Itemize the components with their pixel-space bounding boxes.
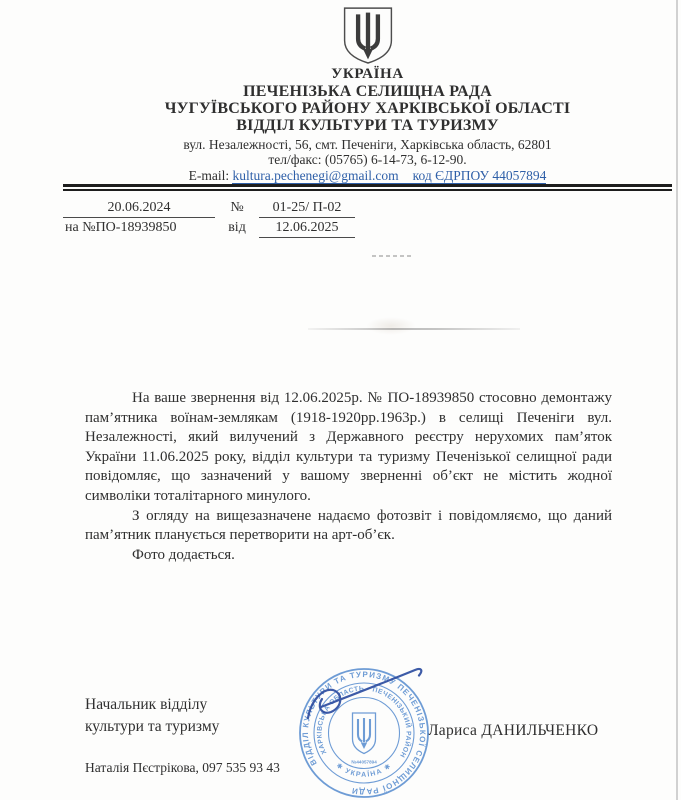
stamp-inner-text: ХАРКІВСЬКА ОБЛАСТЬ • ПЕЧЕНІЗЬКИЙ РАЙОН — [316, 685, 412, 759]
outgoing-number: 01-25/ П-02 — [259, 199, 355, 218]
email-line — [63, 168, 672, 184]
signature-stroke — [285, 650, 445, 740]
date-label: від — [228, 220, 246, 235]
district-name: ЧУГУЇВСЬКОГО РАЙОНУ ХАРКІВСЬКОЇ ОБЛАСТІ — [164, 100, 571, 117]
correction-smudge — [366, 317, 416, 335]
ukraine-trident-emblem — [341, 6, 395, 66]
phone-line: тел/факс: (05765) 6-14-73, 6-12-90. — [268, 152, 467, 167]
signer-name: Лариса ДАНИЛЬЧЕНКО — [428, 722, 599, 739]
body-paragraph-1: На ваше звернення від 12.06.2025р. № ПО-18939850 стосовно демонтажу пам’ятника воїнам-землякам (1918-1920рр.1963р.) в селищі Печеніги вул. Незалежності, який вилучений з Державного реєстру нерухомих пам’яток України 11.06.2025 року, відділ культури та туризму Печенізької селищної ради повідомляє, що зазначений у вашому зверненні об’єкт не містить жодної символіки тоталітарного минулого. — [85, 390, 612, 504]
email-link[interactable]: kultura.pechenegi@gmail.com — [232, 168, 399, 183]
address-line: вул. Незалежності, 56, смт. Печеніги, Харківська область, 62801 — [183, 137, 552, 152]
stamp-country-text: ✱ УКРАЇНА ✱ — [334, 762, 394, 779]
letter-date: 12.06.2025 — [259, 218, 355, 238]
signer-position-line1: Начальник відділу — [85, 696, 208, 713]
signer-position-line2: культури та туризму — [85, 718, 220, 735]
incoming-reference: на №ПО-18939850 — [65, 220, 177, 235]
executor-contact: Наталія Пєстрікова, 097 535 93 43 — [85, 760, 280, 775]
reference-block — [63, 199, 355, 238]
stamp-outer-text: ВІДДІЛ КУЛЬТУРИ ТА ТУРИЗМУ ПЕЧЕНІЗЬКОЇ СЕЛИЩНОЇ РАДИ — [300, 669, 428, 797]
department-name: ВІДДІЛ КУЛЬТУРИ ТА ТУРИЗМУ — [236, 117, 499, 134]
letterhead — [63, 66, 672, 184]
body-paragraph-3: Фото додається. — [132, 546, 235, 563]
stamp-number: №44057894 — [351, 759, 377, 765]
body-paragraph-2: З огляду на вищезазначене надаємо фотозвіт і повідомляємо, що даний пам’ятник планується перетворити на арт-об’єк. — [85, 507, 612, 544]
erased-text-artifact — [372, 255, 414, 257]
erased-line-artifact — [308, 328, 520, 330]
header-divider — [63, 184, 672, 191]
country-name: УКРАЇНА — [331, 66, 404, 82]
signer-position — [85, 694, 219, 738]
outgoing-date: 20.06.2024 — [63, 199, 215, 218]
edrpou-code: код ЄДРПОУ 44057894 — [412, 168, 547, 183]
email-label: E-mail: — [188, 168, 230, 183]
number-label: № — [230, 200, 244, 215]
council-name: ПЕЧЕНІЗЬКА СЕЛИЩНА РАДА — [243, 83, 492, 100]
letter-body — [85, 389, 612, 565]
scan-edge-line — [676, 0, 678, 800]
